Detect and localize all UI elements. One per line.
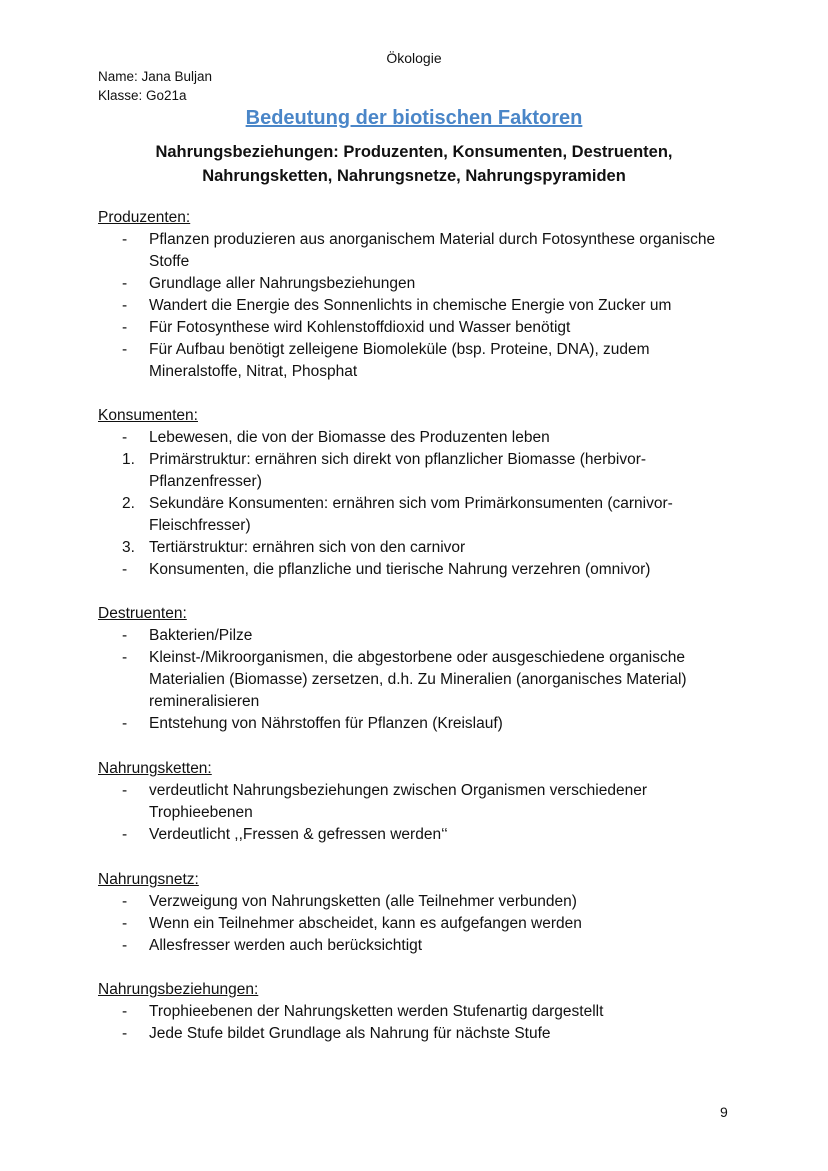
section-nahrungsketten — [98, 758, 738, 846]
page-number: 9 — [720, 1104, 728, 1120]
list-item-text: Wenn ein Teilnehmer abscheidet, kann es aufgefangen werden — [149, 915, 582, 932]
list-item — [98, 229, 738, 273]
bullet-marker: - — [122, 1025, 128, 1042]
page-title: Bedeutung der biotischen Faktoren — [245, 107, 583, 129]
page-header-subject: Ökologie — [386, 50, 442, 66]
list-item-text: Kleinst-/Mikroorganismen, die abgestorbene oder ausgeschiedene organische Materialien (Biomasse) zersetzen, d.h. Zu Mineralien (anorganisches Material) remineralisieren — [149, 649, 687, 710]
number-marker: 2. — [122, 495, 135, 512]
list-item — [98, 625, 738, 647]
list-item-text: Jede Stufe bildet Grundlage als Nahrung für nächste Stufe — [149, 1025, 551, 1042]
list-item-text: Grundlage aller Nahrungsbeziehungen — [149, 275, 416, 292]
section-produzenten — [98, 207, 738, 383]
list-item-text: Konsumenten, die pflanzliche und tierische Nahrung verzehren (omnivor) — [149, 561, 651, 578]
section-heading: Nahrungsbeziehungen: — [98, 981, 259, 998]
list-item-text: Verdeutlicht ,,Fressen & gefressen werden‘‘ — [149, 826, 448, 843]
bullet-marker: - — [122, 231, 128, 248]
number-marker: 3. — [122, 539, 135, 556]
list-item-text: Für Aufbau benötigt zelleigene Biomoleküle (bsp. Proteine, DNA), zudem Mineralstoffe, Nitrat, Phosphat — [149, 341, 650, 380]
section-heading: Nahrungsnetz: — [98, 871, 199, 888]
list-item — [98, 427, 738, 449]
list-item-text: Bakterien/Pilze — [149, 627, 253, 644]
bullet-marker: - — [122, 561, 128, 578]
subtitle-line-1: Nahrungsbeziehungen: Produzenten, Konsumenten, Destruenten, — [155, 143, 673, 161]
list-item — [98, 780, 738, 824]
number-marker: 1. — [122, 451, 135, 468]
list-item — [98, 537, 738, 559]
bullet-marker: - — [122, 826, 128, 843]
bullet-marker: - — [122, 937, 128, 954]
list-item-text: Sekundäre Konsumenten: ernähren sich vom Primärkonsumenten (carnivor-Fleischfresser) — [149, 495, 673, 534]
list-item — [98, 317, 738, 339]
list-item — [98, 824, 738, 846]
bullet-marker: - — [122, 297, 128, 314]
list-item-text: Wandert die Energie des Sonnenlichts in chemische Energie von Zucker um — [149, 297, 672, 314]
student-name: Name: Jana Buljan — [98, 69, 213, 84]
section-konsumenten — [98, 405, 738, 581]
list-item-text: Primärstruktur: ernähren sich direkt von pflanzlicher Biomasse (herbivor-Pflanzenfresser) — [149, 451, 647, 490]
subtitle-line-2: Nahrungsketten, Nahrungsnetze, Nahrungspyramiden — [202, 167, 626, 185]
list-item-text: Allesfresser werden auch berücksichtigt — [149, 937, 423, 954]
list-item — [98, 493, 738, 537]
section-destruenten — [98, 603, 738, 735]
bullet-marker: - — [122, 782, 128, 799]
section-nahrungsbeziehungen — [98, 979, 738, 1045]
section-heading: Destruenten: — [98, 605, 187, 622]
list-item — [98, 1001, 738, 1023]
section-heading: Produzenten: — [98, 209, 191, 226]
list-item — [98, 295, 738, 317]
list-item-text: Tertiärstruktur: ernähren sich von den carnivor — [149, 539, 466, 556]
list-item — [98, 449, 738, 493]
list-item — [98, 339, 738, 383]
bullet-marker: - — [122, 341, 128, 358]
list-item — [98, 935, 738, 957]
list-item — [98, 647, 738, 713]
subtitle — [0, 140, 828, 188]
bullet-marker: - — [122, 627, 128, 644]
bullet-marker: - — [122, 319, 128, 336]
list-item-text: Trophieebenen der Nahrungsketten werden Stufenartig dargestellt — [149, 1003, 604, 1020]
section-nahrungsnetz — [98, 869, 738, 957]
list-item-text: Pflanzen produzieren aus anorganischem Material durch Fotosynthese organische Stoffe — [149, 231, 716, 270]
list-item — [98, 913, 738, 935]
student-class: Klasse: Go21a — [98, 88, 187, 103]
bullet-marker: - — [122, 915, 128, 932]
bullet-marker: - — [122, 429, 128, 446]
list-item — [98, 559, 738, 581]
bullet-marker: - — [122, 1003, 128, 1020]
bullet-marker: - — [122, 649, 128, 666]
list-item — [98, 713, 738, 735]
section-heading: Nahrungsketten: — [98, 760, 212, 777]
bullet-marker: - — [122, 715, 128, 732]
section-heading: Konsumenten: — [98, 407, 198, 424]
list-item — [98, 891, 738, 913]
list-item-text: Für Fotosynthese wird Kohlenstoffdioxid und Wasser benötigt — [149, 319, 571, 336]
list-item — [98, 273, 738, 295]
list-item — [98, 1023, 738, 1045]
bullet-marker: - — [122, 893, 128, 910]
list-item-text: Entstehung von Nährstoffen für Pflanzen (Kreislauf) — [149, 715, 503, 732]
list-item-text: verdeutlicht Nahrungsbeziehungen zwischen Organismen verschiedener Trophieebenen — [149, 782, 648, 821]
list-item-text: Lebewesen, die von der Biomasse des Produzenten leben — [149, 429, 550, 446]
bullet-marker: - — [122, 275, 128, 292]
list-item-text: Verzweigung von Nahrungsketten (alle Teilnehmer verbunden) — [149, 893, 577, 910]
